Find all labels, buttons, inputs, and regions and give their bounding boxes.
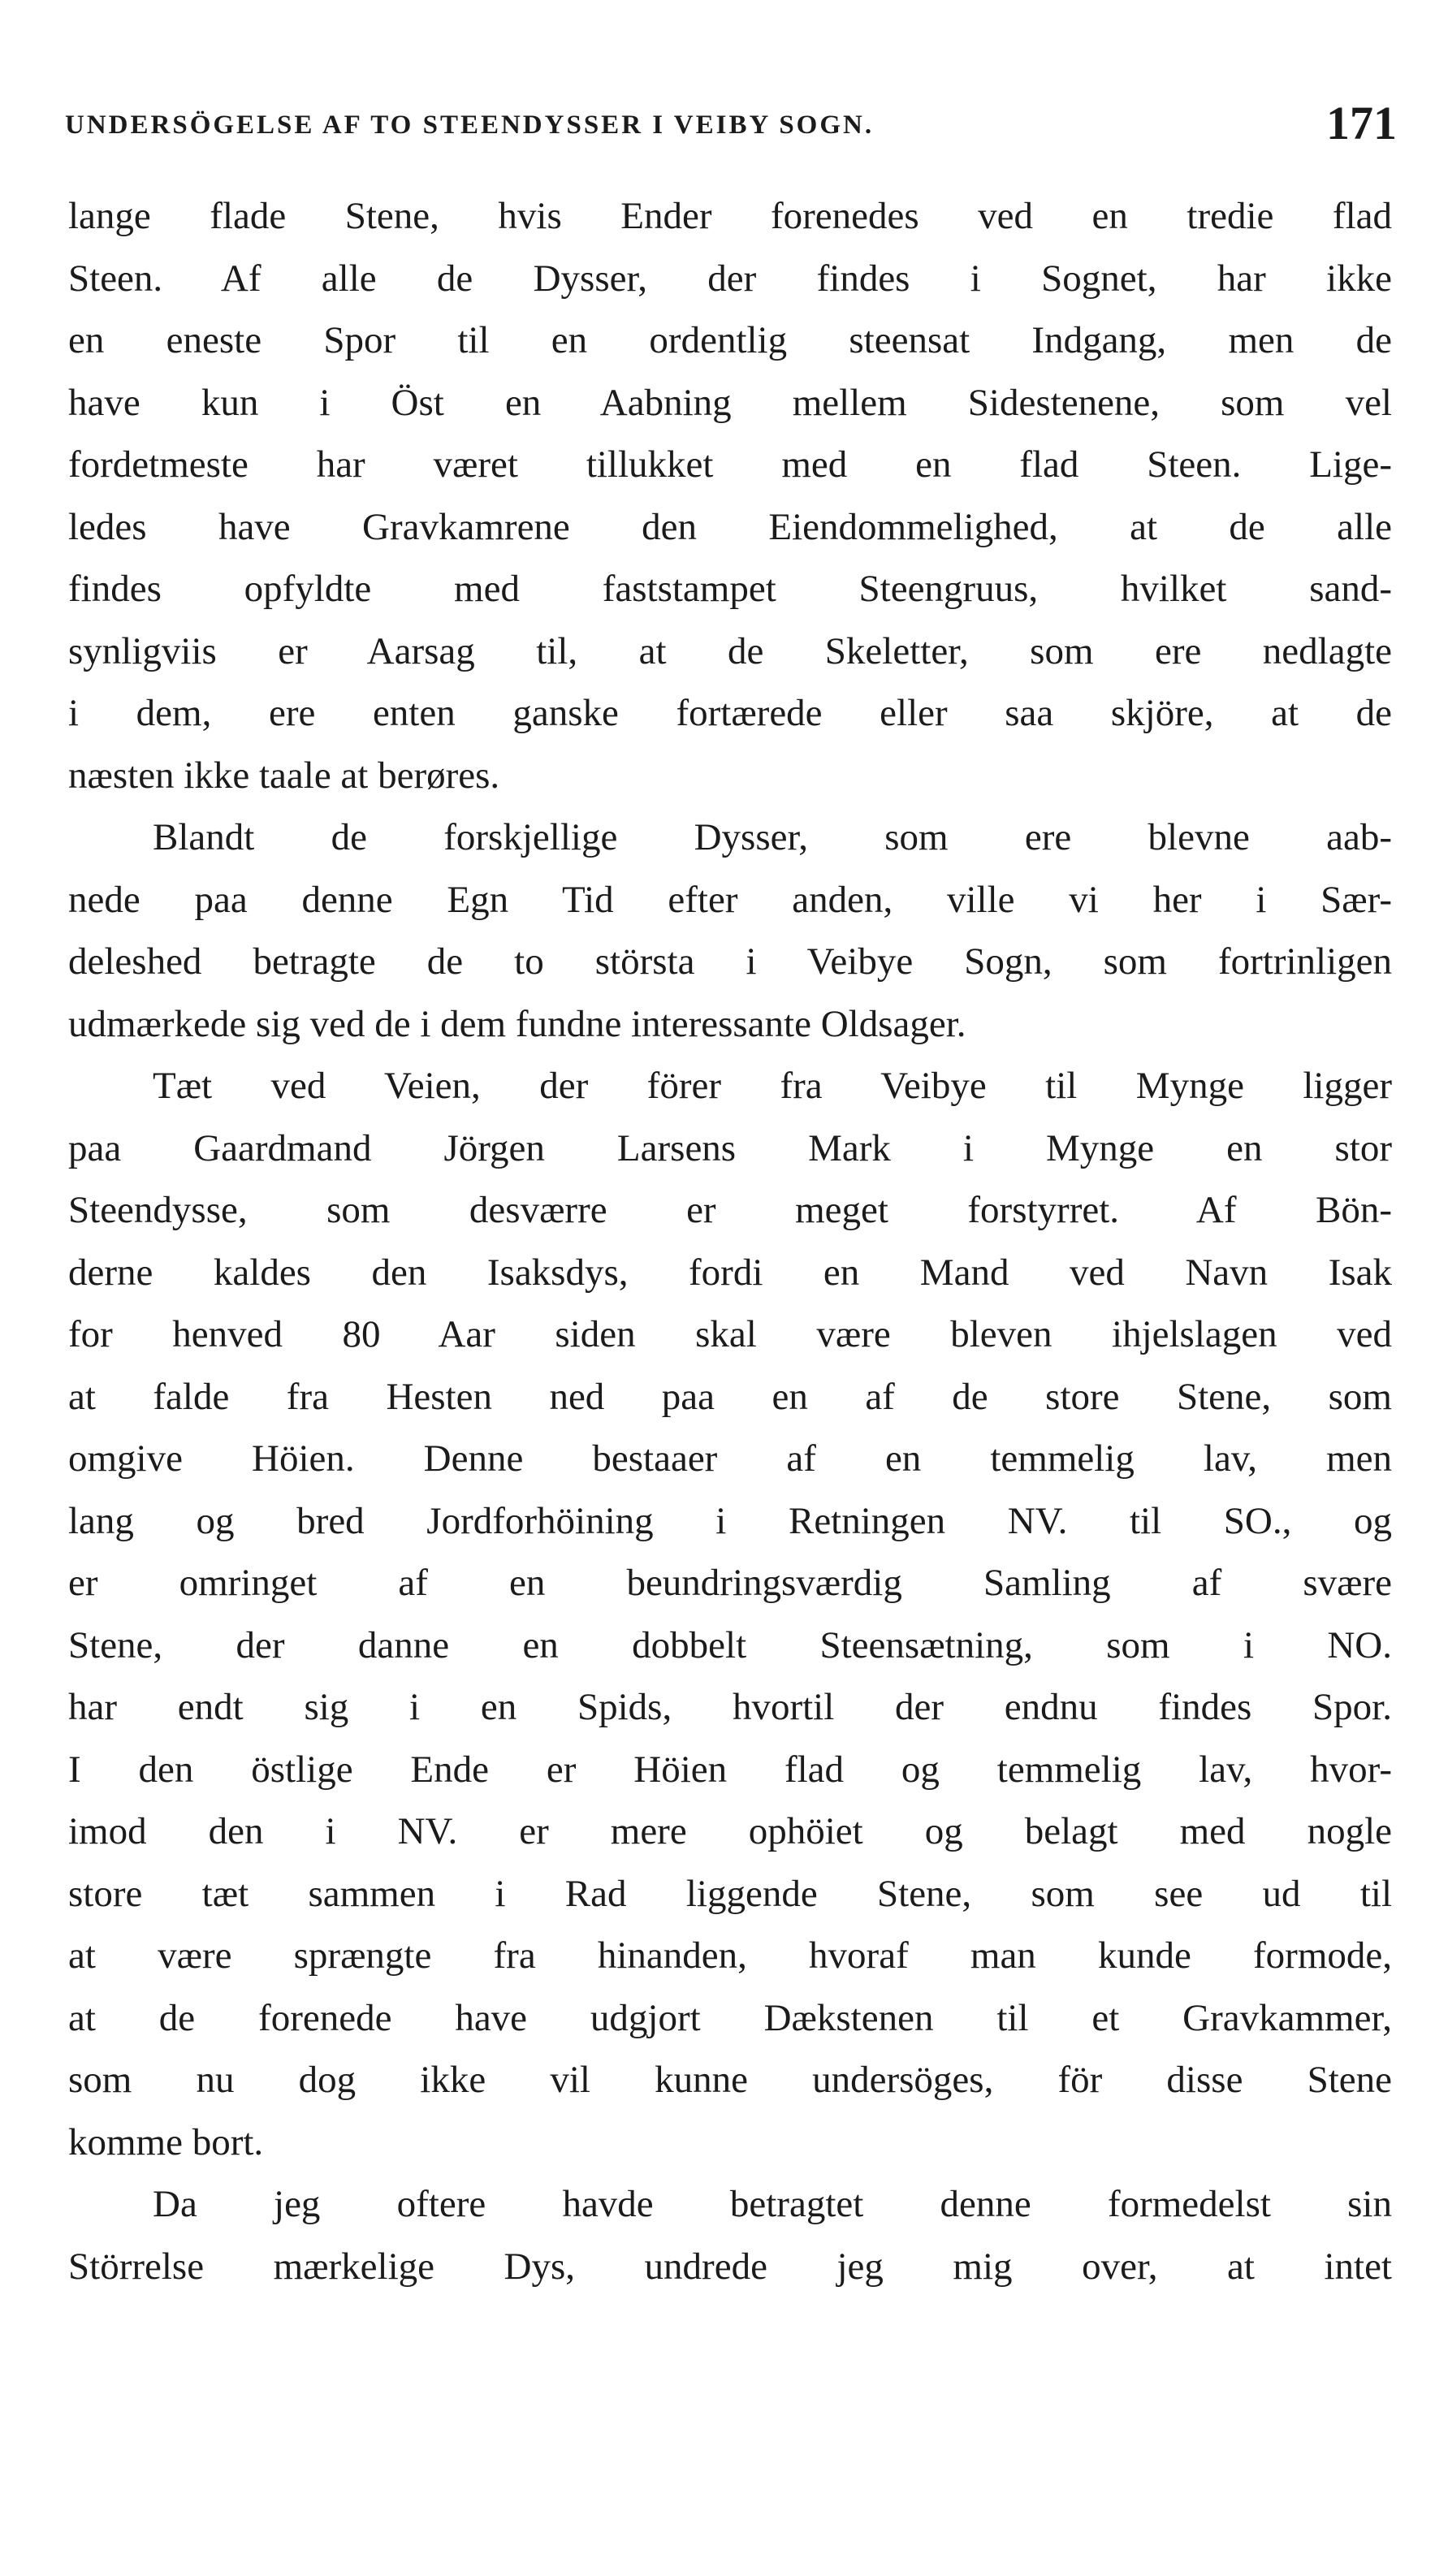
text-line: Stene, der danne en dobbelt Steensætning, som i NO. <box>68 1623 1392 1666</box>
text-line: ledes have Gravkamrene den Eiendommelighed, at de alle <box>68 505 1392 548</box>
text-line: Steen. Af alle de Dysser, der findes i Sognet, har ikke <box>68 257 1392 300</box>
text-line: have kun i Öst en Aabning mellem Sidestenene, som vel <box>68 381 1392 424</box>
text-line: store tæt sammen i Rad liggende Stene, som see ud til <box>68 1872 1392 1915</box>
text-line: nede paa denne Egn Tid efter anden, ville vi her i Sær- <box>68 878 1392 921</box>
text-line: en eneste Spor til en ordentlig steensat Indgang, men de <box>68 319 1392 361</box>
text-line: Da jeg oftere havde betragtet denne formedelst sin <box>153 2183 1392 2225</box>
text-line: Steendysse, som desværre er meget forstyrret. Af Bön- <box>68 1189 1392 1231</box>
text-line: derne kaldes den Isaksdys, fordi en Mand ved Navn Isak <box>68 1251 1392 1294</box>
text-line: Störrelse mærkelige Dys, undrede jeg mig over, at intet <box>68 2245 1392 2288</box>
text-line: deleshed betragte de to största i Veibye Sogn, som fortrinligen <box>68 940 1392 983</box>
text-line: udmærkede sig ved de i dem fundne interessante Oldsager. <box>68 1002 966 1045</box>
text-line: findes opfyldte med faststampet Steengruus, hvilket sand- <box>68 568 1392 610</box>
text-line: Blandt de forskjellige Dysser, som ere blevne aab- <box>153 816 1392 858</box>
text-line: at være sprængte fra hinanden, hvoraf man kunde formode, <box>68 1934 1392 1977</box>
text-line: imod den i NV. er mere ophöiet og belagt med nogle <box>68 1810 1392 1852</box>
running-title: UNDERSÖGELSE AF TO STEENDYSSER I VEIBY SOGN. <box>65 110 875 140</box>
text-line: I den östlige Ende er Höien flad og temmelig lav, hvor- <box>68 1748 1392 1791</box>
text-line: at falde fra Hesten ned paa en af de store Stene, som <box>68 1375 1392 1418</box>
text-line: omgive Höien. Denne bestaaer af en temmelig lav, men <box>68 1437 1392 1480</box>
running-head <box>65 96 1397 161</box>
page-number: 171 <box>1326 97 1397 149</box>
text-line: har endt sig i en Spids, hvortil der endnu findes Spor. <box>68 1686 1392 1728</box>
text-line: paa Gaardmand Jörgen Larsens Mark i Mynge en stor <box>68 1126 1392 1169</box>
text-line: er omringet af en beundringsværdig Samling af svære <box>68 1562 1392 1604</box>
text-line: lange flade Stene, hvis Ender forenedes ved en tredie flad <box>68 195 1392 237</box>
text-line: i dem, ere enten ganske fortærede eller saa skjöre, at de <box>68 692 1392 734</box>
text-line: synligviis er Aarsag til, at de Skeletter, som ere nedlagte <box>68 629 1392 672</box>
text-line: fordetmeste har været tillukket med en flad Steen. Lige- <box>68 443 1392 486</box>
text-line: at de forenede have udgjort Dækstenen til et Gravkammer, <box>68 1996 1392 2039</box>
text-line: næsten ikke taale at berøres. <box>68 754 500 797</box>
text-line: Tæt ved Veien, der förer fra Veibye til Mynge ligger <box>153 1065 1392 1107</box>
text-line: som nu dog ikke vil kunne undersöges, för disse Stene <box>68 2059 1392 2101</box>
text-line: komme bort. <box>68 2120 264 2163</box>
body-text <box>68 185 1392 2297</box>
text-line: for henved 80 Aar siden skal være bleven ihjelslagen ved <box>68 1313 1392 1355</box>
text-line: lang og bred Jordforhöining i Retningen NV. til SO., og <box>68 1499 1392 1542</box>
